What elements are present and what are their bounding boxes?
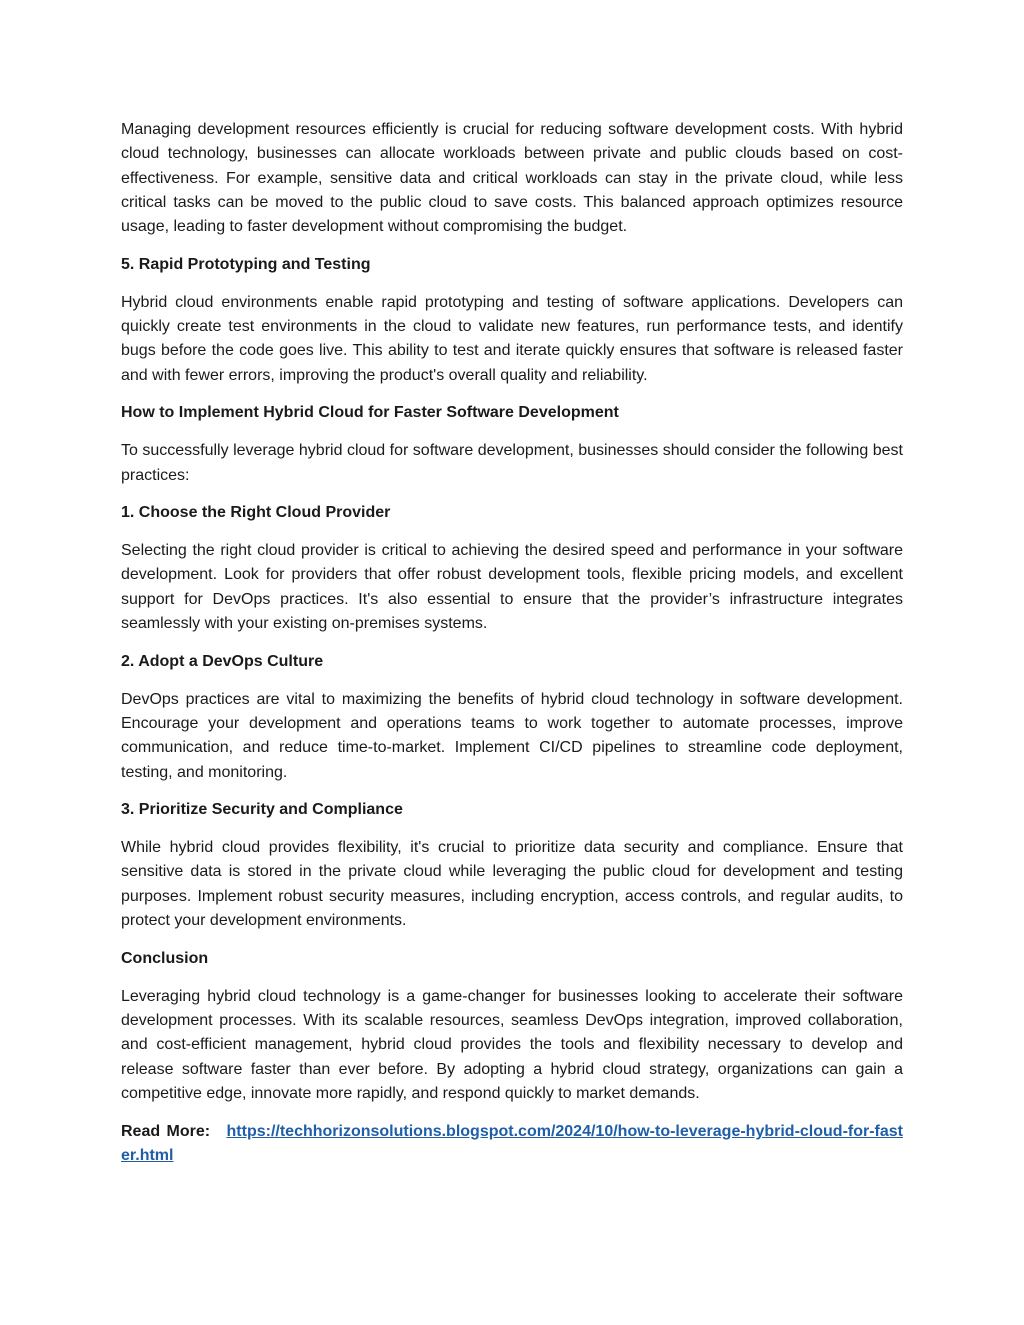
read-more-link[interactable]: https://techhorizonsolutions.blogspot.com/2024/10/how-to-leverage-hybrid-cloud-for-faster.html [121, 1122, 903, 1164]
cloud-provider-paragraph: Selecting the right cloud provider is critical to achieving the desired speed and performance in your software development. Look for providers that offer robust development tools, flexible pricing models, and excellent support for DevOps practices. It's also essential to ensure that the provider’s infrastructure integrates seamlessly with your existing on-premises systems. [121, 542, 903, 633]
security-heading: 3. Prioritize Security and Compliance [121, 801, 403, 819]
document-page [121, 118, 903, 1168]
read-more-label: Read More: [121, 1122, 211, 1140]
rapid-prototyping-paragraph: Hybrid cloud environments enable rapid prototyping and testing of software applications. Developers can quickly create test environments in the cloud to validate new features, run performance tests, and identify bugs before the code goes live. This ability to test and iterate quickly ensures that software is released faster and with fewer errors, improving the product's overall quality and reliability. [121, 293, 903, 384]
conclusion-heading: Conclusion [121, 949, 209, 967]
devops-paragraph: DevOps practices are vital to maximizing the benefits of hybrid cloud technology in software development. Encourage your development and operations teams to work together to automate processes, improve communication, and reduce time-to-market. Implement CI/CD pipelines to streamline code deployment, testing, and monitoring. [121, 690, 903, 781]
devops-heading: 2. Adopt a DevOps Culture [121, 652, 324, 670]
implement-heading: How to Implement Hybrid Cloud for Faster Software Development [121, 404, 619, 422]
rapid-prototyping-heading: 5. Rapid Prototyping and Testing [121, 255, 371, 273]
intro-paragraph: Managing development resources efficiently is crucial for reducing software development costs. With hybrid cloud technology, businesses can allocate workloads between private and public clouds based on cost-effectiveness. For example, sensitive data and critical workloads can stay in the private cloud, while less critical tasks can be moved to the public cloud to save costs. This balanced approach optimizes resource usage, leading to faster development without compromising the budget. [121, 121, 903, 236]
conclusion-paragraph: Leveraging hybrid cloud technology is a game-changer for businesses looking to accelerate their software development processes. With its scalable resources, seamless DevOps integration, improved collaboration, and cost-efficient management, hybrid cloud provides the tools and flexibility necessary to develop and release software faster than ever before. By adopting a hybrid cloud strategy, organizations can gain a competitive edge, innovate more rapidly, and respond quickly to market demands. [121, 987, 903, 1102]
cloud-provider-heading: 1. Choose the Right Cloud Provider [121, 504, 391, 522]
read-more [121, 1120, 903, 1169]
implement-paragraph: To successfully leverage hybrid cloud for software development, businesses should consider the following best practices: [121, 442, 903, 484]
security-paragraph: While hybrid cloud provides flexibility, it's crucial to prioritize data security and compliance. Ensure that sensitive data is stored in the private cloud while leveraging the public cloud for development and testing purposes. Implement robust security measures, including encryption, access controls, and regular audits, to protect your development environments. [121, 839, 903, 930]
